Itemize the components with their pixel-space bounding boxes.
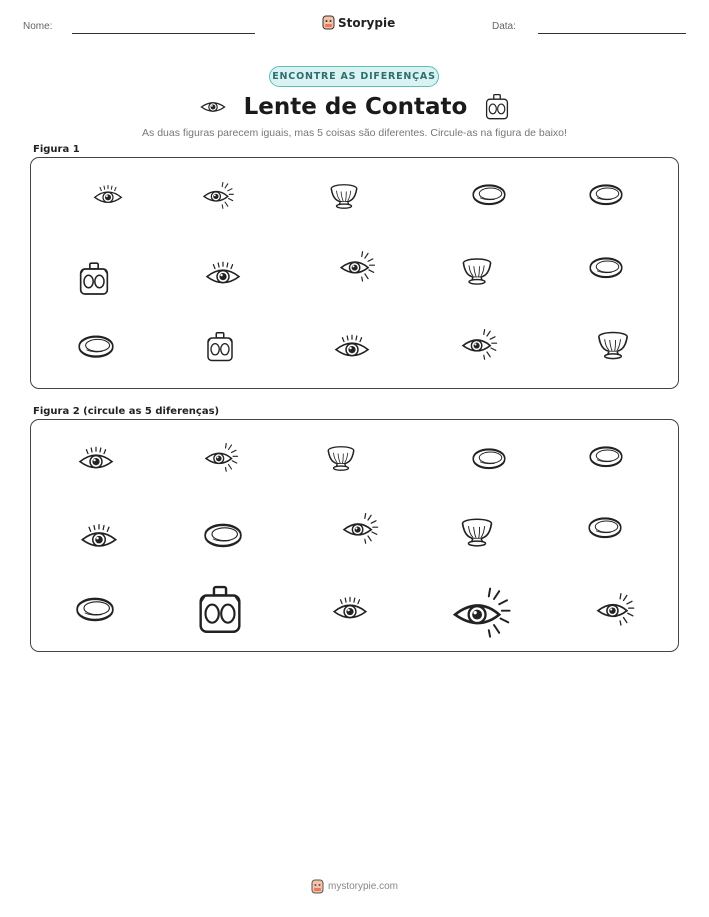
contact-lens-icon[interactable] bbox=[467, 182, 511, 212]
figure2-label: Figura 2 (circule as 5 diferenças) bbox=[33, 406, 220, 417]
figure1-panel bbox=[30, 157, 679, 389]
eye-rays-icon[interactable] bbox=[338, 512, 382, 544]
footer bbox=[0, 879, 709, 894]
eye-icon bbox=[200, 98, 226, 116]
brand-logo bbox=[322, 15, 395, 30]
eye-icon[interactable] bbox=[79, 521, 119, 555]
eye-icon[interactable] bbox=[76, 444, 116, 476]
figure1-label: Figura 1 bbox=[33, 144, 80, 155]
eye-icon[interactable] bbox=[331, 594, 369, 626]
date-label: Data: bbox=[492, 21, 516, 32]
date-line[interactable] bbox=[538, 33, 686, 34]
bowl-icon[interactable] bbox=[455, 515, 499, 549]
brand-name: Storypie bbox=[338, 15, 396, 30]
contact-lens-icon[interactable] bbox=[201, 521, 245, 555]
contact-lens-icon[interactable] bbox=[584, 515, 626, 545]
eye-rays-icon[interactable] bbox=[338, 250, 376, 282]
eye-icon[interactable] bbox=[332, 332, 372, 364]
lens-case-icon[interactable] bbox=[191, 582, 249, 638]
contact-lens-icon[interactable] bbox=[585, 255, 627, 285]
contact-lens-icon[interactable] bbox=[467, 446, 511, 476]
contact-lens-icon[interactable] bbox=[585, 182, 627, 212]
bowl-icon[interactable] bbox=[456, 255, 498, 287]
eye-icon[interactable] bbox=[203, 259, 243, 291]
eye-rays-icon[interactable] bbox=[593, 592, 637, 626]
storypie-mascot-icon bbox=[322, 15, 335, 30]
lens-case-icon[interactable] bbox=[202, 330, 238, 364]
activity-badge: ENCONTRE AS DIFERENÇAS bbox=[269, 66, 439, 87]
eye-icon[interactable] bbox=[92, 182, 124, 210]
eye-rays-icon[interactable] bbox=[448, 586, 514, 638]
contact-lens-icon[interactable] bbox=[585, 444, 627, 474]
name-line[interactable] bbox=[72, 33, 255, 34]
eye-rays-icon[interactable] bbox=[199, 442, 243, 472]
bowl-icon[interactable] bbox=[593, 328, 633, 362]
footer-site: mystorypie.com bbox=[327, 881, 398, 892]
lens-case-icon[interactable] bbox=[74, 260, 114, 298]
contact-lens-icon[interactable] bbox=[74, 595, 116, 629]
eye-rays-icon[interactable] bbox=[201, 181, 235, 209]
contact-lens-icon[interactable] bbox=[75, 333, 117, 365]
eye-rays-icon[interactable] bbox=[457, 328, 501, 360]
figure2-panel bbox=[30, 419, 679, 652]
title-row bbox=[0, 91, 709, 123]
storypie-mascot-icon bbox=[311, 879, 324, 894]
bowl-icon[interactable] bbox=[326, 180, 362, 212]
lens-case-icon bbox=[485, 94, 509, 120]
instructions: As duas figuras parecem iguais, mas 5 coisas são diferentes. Circule-as na figura de baixo! bbox=[142, 127, 567, 139]
bowl-icon[interactable] bbox=[323, 442, 359, 474]
name-label: Nome: bbox=[23, 21, 53, 32]
page-title: Lente de Contato bbox=[243, 94, 468, 120]
